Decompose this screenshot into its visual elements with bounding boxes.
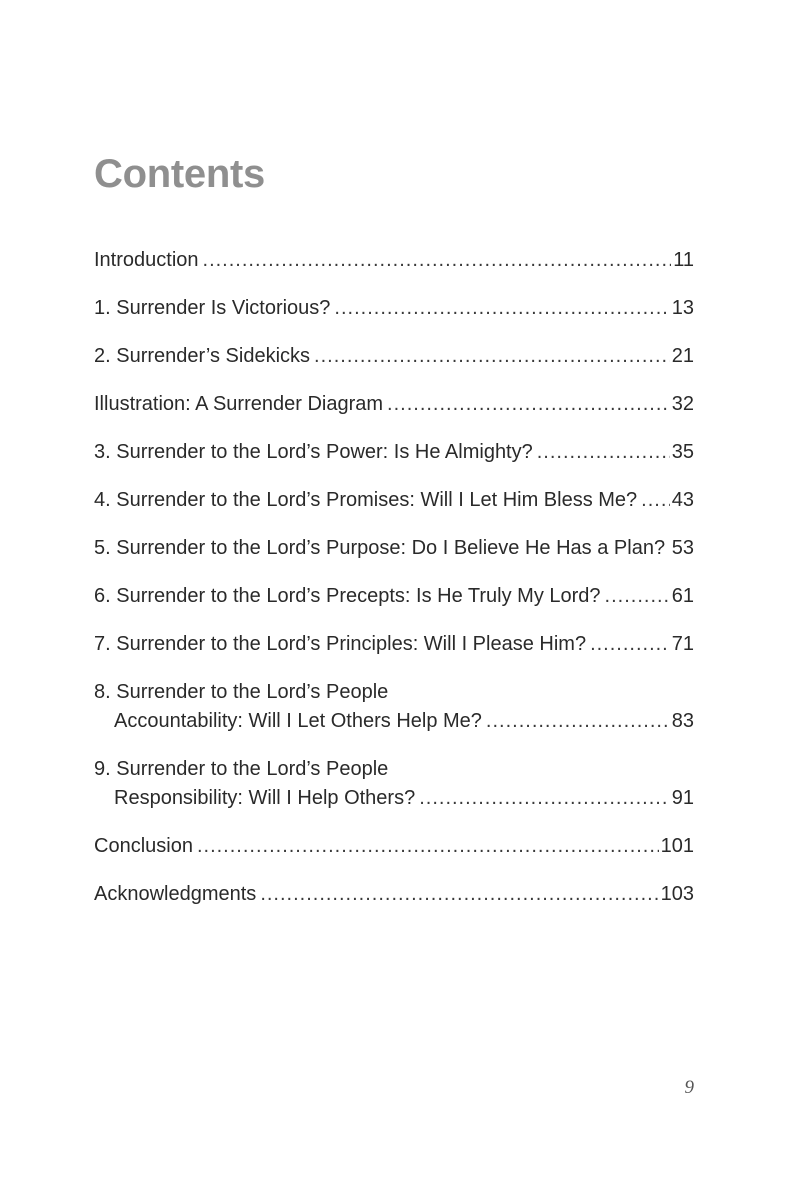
toc-entry-page-number: 43 [671, 489, 694, 511]
toc-entry-label: Acknowledgments [94, 883, 257, 905]
toc-entry-page-number: 101 [660, 835, 694, 857]
toc-entry-heading: 9. Surrender to the Lord’s People [94, 758, 389, 780]
dot-leader [334, 294, 669, 323]
dot-leader [486, 707, 670, 736]
toc-entry-page-number: 32 [671, 393, 694, 415]
toc-entry-conclusion[interactable] [94, 832, 694, 861]
dot-leader [387, 390, 670, 419]
toc-entry-page-number: 83 [671, 710, 694, 732]
toc-entry-label: 7. Surrender to the Lord’s Principles: Will I Please Him? [94, 633, 587, 655]
toc-entry-chapter-9[interactable] [94, 755, 694, 813]
dot-leader [641, 486, 670, 515]
dot-leader [419, 784, 670, 813]
dot-leader [197, 832, 659, 861]
toc-entry-label: Accountability: Will I Let Others Help Me? [114, 710, 482, 732]
toc-entry-page-number: 53 [671, 537, 694, 559]
toc-entry-label: Conclusion [94, 835, 193, 857]
toc-entry-chapter-6[interactable] [94, 582, 694, 611]
toc-entry-label: Introduction [94, 249, 199, 271]
toc-entry-page-number: 61 [671, 585, 694, 607]
toc-entry-label: 1. Surrender Is Victorious? [94, 297, 331, 319]
toc-entry-illustration[interactable] [94, 390, 694, 419]
dot-leader [605, 582, 670, 611]
toc-entry-introduction[interactable] [94, 246, 694, 275]
toc-entry-page-number: 103 [660, 883, 694, 905]
toc-entry-chapter-8[interactable] [94, 678, 694, 736]
toc-entry-page-number: 91 [671, 787, 694, 809]
dot-leader [537, 438, 670, 467]
toc-entry-heading: 8. Surrender to the Lord’s People [94, 681, 389, 703]
toc-entry-label: Illustration: A Surrender Diagram [94, 393, 384, 415]
toc-entry-chapter-3[interactable] [94, 438, 694, 467]
toc-entry-chapter-7[interactable] [94, 630, 694, 659]
toc-entry-chapter-5[interactable] [94, 534, 694, 563]
toc-entry-label: 4. Surrender to the Lord’s Promises: Will I Let Him Bless Me? [94, 489, 638, 511]
toc-entry-label: Responsibility: Will I Help Others? [114, 787, 416, 809]
dot-leader [203, 246, 672, 275]
dot-leader [590, 630, 670, 659]
toc-entry-page-number: 71 [671, 633, 694, 655]
toc-entry-page-number: 11 [673, 249, 694, 271]
dot-leader [260, 880, 658, 909]
dot-leader [314, 342, 670, 371]
contents-page [94, 0, 694, 1200]
table-of-contents [94, 246, 694, 928]
toc-entry-chapter-2[interactable] [94, 342, 694, 371]
toc-entry-page-number: 21 [671, 345, 694, 367]
toc-entry-label: 5. Surrender to the Lord’s Purpose: Do I Believe He Has a Plan? [94, 537, 666, 559]
toc-entry-label: 3. Surrender to the Lord’s Power: Is He Almighty? [94, 441, 533, 463]
toc-entry-page-number: 13 [671, 297, 694, 319]
toc-entry-acknowledgments[interactable] [94, 880, 694, 909]
dot-leader [669, 534, 670, 563]
page-title: Contents [94, 152, 265, 196]
toc-entry-chapter-4[interactable] [94, 486, 694, 515]
toc-entry-label: 2. Surrender’s Sidekicks [94, 345, 311, 367]
toc-entry-chapter-1[interactable] [94, 294, 694, 323]
toc-entry-page-number: 35 [671, 441, 694, 463]
toc-entry-label: 6. Surrender to the Lord’s Precepts: Is He Truly My Lord? [94, 585, 601, 607]
page-number: 9 [684, 1077, 694, 1098]
